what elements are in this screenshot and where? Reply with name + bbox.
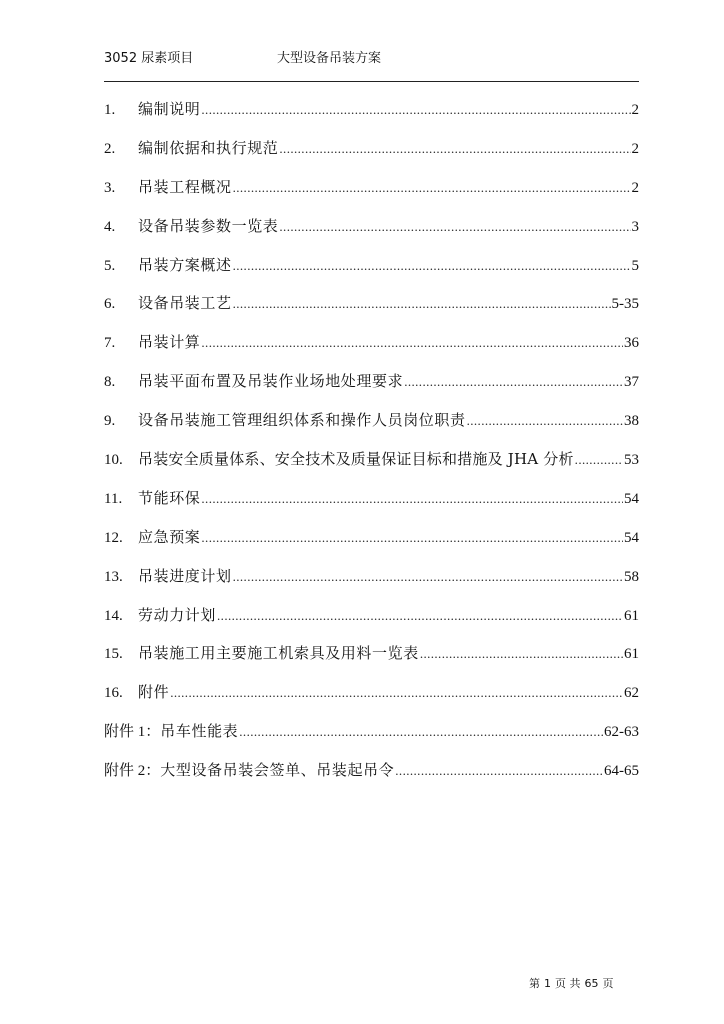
toc-title: 吊装计算: [138, 333, 201, 352]
toc-entry-appendix-2[interactable]: [104, 752, 639, 791]
toc-number: 10.: [104, 452, 123, 469]
toc-leader-dots: [467, 402, 623, 439]
toc-title: 编制说明: [138, 100, 201, 118]
toc-leader-dots: [170, 674, 623, 711]
toc-number: 11.: [104, 490, 123, 507]
toc-title: 设备吊装参数一览表: [138, 216, 279, 235]
table-of-contents: [104, 91, 639, 791]
toc-number: 4.: [104, 218, 116, 235]
header-project-name: 3052 尿素项目: [104, 51, 194, 66]
toc-leader-dots: [233, 558, 623, 595]
toc-page-number: 2: [631, 179, 639, 196]
toc-title: 附件: [138, 683, 170, 702]
toc-entry-14[interactable]: [104, 597, 639, 636]
toc-page-number: 5-35: [611, 296, 639, 313]
toc-entry-13[interactable]: [104, 558, 639, 597]
toc-page-number: 62-63: [604, 724, 639, 741]
header-document-title: 大型设备吊装方案: [277, 51, 382, 66]
toc-page-number: 2: [631, 140, 639, 157]
toc-leader-dots: [239, 713, 603, 750]
toc-number: 3.: [104, 179, 116, 196]
toc-entry-16[interactable]: [104, 674, 639, 713]
toc-entry-4[interactable]: [104, 208, 639, 247]
toc-entry-appendix-1[interactable]: [104, 713, 639, 752]
toc-page-number: 36: [624, 335, 639, 352]
toc-number: 14.: [104, 607, 123, 624]
toc-number: 5.: [104, 257, 116, 274]
toc-entry-7[interactable]: [104, 324, 639, 363]
toc-leader-dots: [420, 635, 623, 672]
toc-page-number: 64-65: [604, 763, 639, 780]
toc-title: 大型设备吊装会签单、吊装起吊令: [160, 761, 395, 780]
toc-number: 6.: [104, 296, 116, 313]
footer-total-pages: 65: [584, 977, 599, 990]
toc-entry-12[interactable]: [104, 519, 639, 558]
footer-suffix: 页: [602, 977, 614, 990]
toc-leader-dots: [217, 597, 623, 634]
toc-entry-5[interactable]: [104, 247, 639, 286]
toc-leader-dots: [201, 324, 623, 361]
toc-title: 设备吊装施工管理组织体系和操作人员岗位职责: [138, 411, 466, 430]
toc-title: 编制依据和执行规范: [138, 138, 279, 157]
toc-number: 15.: [104, 646, 123, 663]
toc-number: 12.: [104, 529, 123, 546]
toc-page-number: 61: [624, 646, 639, 663]
toc-title: 吊装工程概况: [138, 177, 232, 196]
toc-page-number: 54: [624, 490, 639, 507]
page-counter: [527, 975, 616, 991]
toc-title: 吊装安全质量体系、安全技术及质量保证目标和措施及 JHA 分析: [138, 450, 574, 469]
toc-entry-3[interactable]: [104, 169, 639, 208]
toc-title: 劳动力计划: [138, 605, 217, 624]
toc-leader-dots: [404, 363, 623, 400]
toc-leader-dots: [201, 91, 630, 128]
toc-title: 吊车性能表: [160, 722, 239, 741]
toc-number: 16.: [104, 685, 123, 702]
toc-leader-dots: [233, 247, 631, 284]
toc-title: 吊装施工用主要施工机索具及用料一览表: [138, 644, 419, 663]
toc-leader-dots: [575, 441, 623, 478]
toc-number: 2.: [104, 140, 116, 157]
toc-page-number: 54: [624, 529, 639, 546]
toc-leader-dots: [201, 519, 623, 556]
toc-number: 附件 1：: [104, 724, 161, 741]
toc-page-number: 3: [631, 218, 639, 235]
toc-title: 吊装平面布置及吊装作业场地处理要求: [138, 372, 404, 391]
toc-number: 13.: [104, 568, 123, 585]
toc-entry-8[interactable]: [104, 363, 639, 402]
toc-page-number: 5: [631, 257, 639, 274]
toc-entry-10[interactable]: [104, 441, 639, 480]
toc-number: 1.: [104, 102, 116, 118]
toc-leader-dots: [395, 752, 603, 789]
toc-page-number: 37: [624, 374, 639, 391]
toc-entry-9[interactable]: [104, 402, 639, 441]
toc-page-number: 2: [631, 102, 639, 118]
toc-title: 节能环保: [138, 488, 201, 507]
toc-title: 吊装方案概述: [138, 255, 232, 274]
toc-title: 设备吊装工艺: [138, 294, 232, 313]
toc-page-number: 38: [624, 413, 639, 430]
toc-entry-2[interactable]: [104, 130, 639, 169]
page-header: [104, 50, 639, 82]
toc-title: 吊装进度计划: [138, 566, 232, 585]
toc-number: 9.: [104, 413, 116, 430]
toc-page-number: 62: [624, 685, 639, 702]
toc-entry-1[interactable]: [104, 91, 639, 130]
toc-title: 应急预案: [138, 527, 201, 546]
toc-number: 7.: [104, 335, 116, 352]
toc-page-number: 53: [624, 452, 639, 469]
toc-number: 附件 2：: [104, 763, 161, 780]
toc-leader-dots: [233, 285, 611, 322]
toc-number: 8.: [104, 374, 116, 391]
toc-entry-6[interactable]: [104, 285, 639, 324]
toc-page-number: 58: [624, 568, 639, 585]
footer-prefix: 第: [529, 977, 540, 990]
toc-leader-dots: [279, 208, 630, 245]
toc-leader-dots: [279, 130, 630, 167]
toc-entry-11[interactable]: [104, 480, 639, 519]
footer-middle: 页 共: [555, 977, 581, 990]
toc-entry-15[interactable]: [104, 635, 639, 674]
footer-current-page: 1: [544, 977, 551, 990]
toc-leader-dots: [201, 480, 623, 517]
toc-leader-dots: [233, 169, 631, 206]
toc-page-number: 61: [624, 607, 639, 624]
